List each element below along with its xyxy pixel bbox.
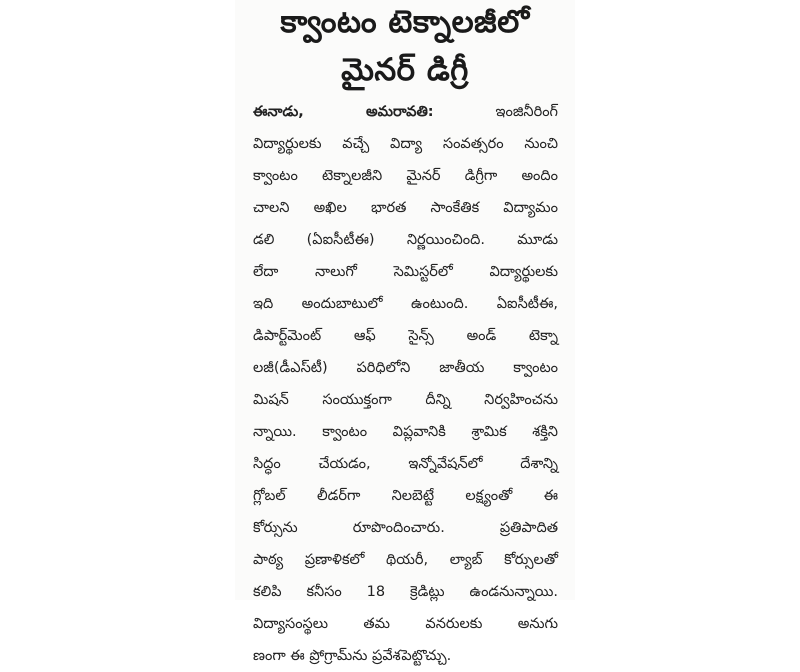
article-line-7: ఇది అందుబాటులో ఉంటుంది. ఏఐసీటీఈ, [253,296,558,312]
article-line-2: విద్యార్థులకు వచ్చే విద్యా సంవత్సరం నుంచి [253,136,558,152]
article-line-13: గ్లోబల్ లీడర్‌గా నిలబెట్టే లక్ష్యంతో ఈ [253,488,558,504]
article-line-14: కోర్సును రూపొందించారు. ప్రతిపాదిత [253,520,558,536]
article-line-17: విద్యాసంస్థలు తమ వనరులకు అనుగు [253,616,558,632]
article-line-1 [253,96,558,128]
article-line-10: మిషన్ సంయుక్తంగా దీన్ని నిర్వహించను [253,392,558,408]
article-line-4: చాలని అఖిల భారత సాంకేతిక విద్యామం [253,200,558,216]
article-body [253,96,558,672]
article-line-9: లజీ(డీఎస్‌టీ) పరిధిలోని జాతీయ క్వాంటం [253,360,558,376]
dateline: ఈనాడు, అమరావతి: [253,104,434,120]
newspaper-clipping [235,0,575,664]
article-line-8: డిపార్ట్‌మెంట్ ఆఫ్ సైన్స్ అండ్ టెక్నా [253,328,558,344]
article-line-16: కలిపి కనీసం 18 క్రెడిట్లు ఉండనున్నాయి. [253,584,558,600]
article-line-12: సిద్ధం చేయడం, ఇన్నోవేషన్‌లో దేశాన్ని [253,456,558,472]
article-line-6: లేదా నాలుగో సెమిస్టర్‌లో విద్యార్థులకు [253,264,558,280]
headline-line-1: క్వాంటం టెక్నాలజీలో [280,4,530,40]
article-line-5: డలి (ఏఐసీటీఈ) నిర్ణయించింది. మూడు [253,232,558,248]
article-line-18: ణంగా ఈ ప్రోగ్రామ్‌ను ప్రవేశపెట్టొచ్చు. [253,648,452,664]
article-line-1-text: ఇంజినీరింగ్ [495,104,559,120]
article-line-15: పాఠ్య ప్రణాళికలో థియరీ, ల్యాబ్ కోర్సులతో [253,552,558,568]
article-line-11: న్నాయి. క్వాంటం విప్లవానికి శ్రామిక శక్తిని [253,424,558,440]
article-line-3: క్వాంటం టెక్నాలజీని మైనర్ డిగ్రీగా అందిం [253,168,558,184]
headline-line-2: మైనర్ డిగ్రీ [341,52,469,88]
